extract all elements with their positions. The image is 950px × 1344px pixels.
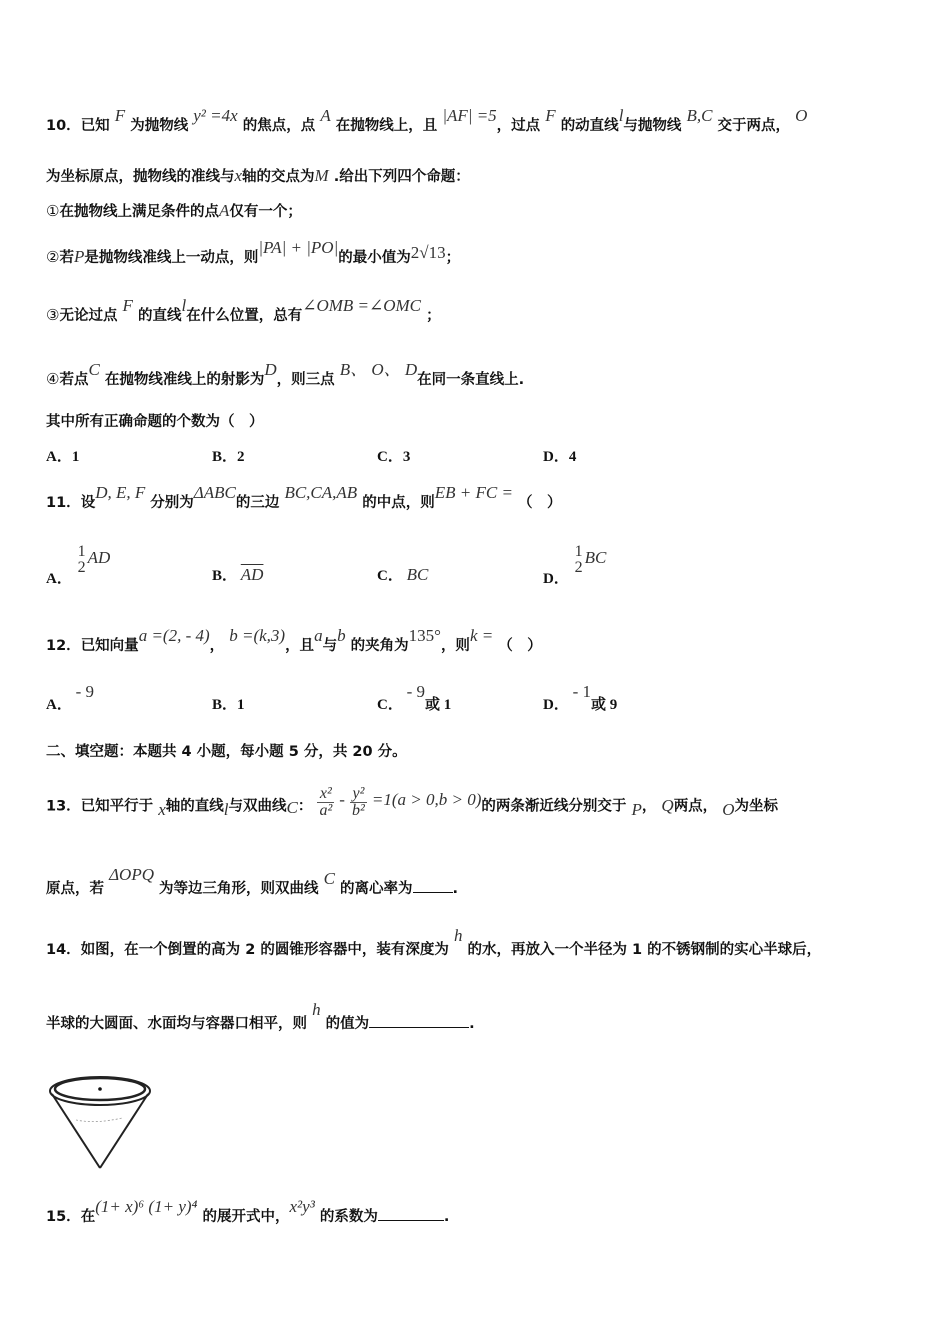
q12-stem: 12．已知向量a =(2, - 4)， b =(k,3)，且a与b 的夹角为135°，则k = （ ） bbox=[46, 626, 542, 654]
fraction-x2-a2: $\frac{\text{x²}}{\text{a²}}$ bbox=[319, 785, 333, 819]
q13-line2: 原点，若 ΔOPQ 为等边三角形，则双曲线 C 的离心率为 . bbox=[46, 865, 459, 897]
q10-line1: 10．已知 F 为抛物线 y² =4x 的焦点，点 A 在抛物线上，且 |AF| =5，过点 F 的动直线l与抛物线 B,C 交于两点， O bbox=[46, 106, 808, 134]
proposition-1: ①在抛物线上满足条件的点A仅有一个； bbox=[46, 201, 302, 220]
question-number: 14． bbox=[46, 942, 81, 958]
q10-line2: 为坐标原点，抛物线的准线与x轴的交点为M .给出下列四个命题： bbox=[46, 166, 470, 185]
q10-question: 其中所有正确命题的个数为（ ） bbox=[46, 414, 264, 430]
q10-option-a[interactable]: A．1 bbox=[46, 449, 80, 465]
cone-figure bbox=[46, 1072, 166, 1176]
q12-option-d[interactable]: D． - 1或 9 bbox=[543, 682, 618, 713]
q12-option-a[interactable]: A． - 9 bbox=[46, 682, 95, 713]
q13-line1: 13．已知平行于 x轴的直线l与双曲线C： $\frac{\text{x²}}{\text{a²}}$ - $\frac{\text{y²}}{\text{b²}}$ =1(a > 0,b > 0)的两条渐近线分别交于 P， Q两点， O为坐标 bbox=[46, 785, 779, 819]
question-number: 15． bbox=[46, 1209, 81, 1225]
section-title-fill-in: 二、填空题：本题共 4 小题，每小题 5 分，共 20 分。 bbox=[46, 744, 407, 760]
q15-stem: 15．在(1+ x)⁶ (1+ y)⁴ 的展开式中，x²y³ 的系数为 . bbox=[46, 1197, 450, 1225]
answer-blank[interactable] bbox=[369, 1013, 469, 1028]
q14-line1: 14．如图，在一个倒置的高为 2 的圆锥形容器中，装有深度为 h 的水，再放入一个半径为 1 的不锈钢制的实心半球后， bbox=[46, 926, 822, 958]
question-number: 13． bbox=[46, 798, 81, 815]
question-number: 12． bbox=[46, 638, 81, 654]
q12-option-b[interactable]: B．1 bbox=[212, 697, 245, 713]
q11-option-c[interactable]: C． BC bbox=[377, 565, 429, 584]
math-F: F bbox=[114, 106, 126, 125]
q10-option-c[interactable]: C．3 bbox=[377, 449, 411, 465]
inverted-cone-icon bbox=[46, 1072, 166, 1172]
math-af-eq: |AF| =5 bbox=[442, 106, 497, 125]
q11-option-b[interactable]: B． $\overline{AD}$ bbox=[212, 565, 264, 584]
proposition-3: ③无论过点 F 的直线l在什么位置，总有∠OMB =∠OMC ； bbox=[46, 296, 441, 324]
answer-blank[interactable] bbox=[413, 878, 453, 893]
proposition-4: ④若点C 在抛物线准线上的射影为D，则三点 B、 O、 D在同一条直线上. bbox=[46, 360, 525, 388]
q12-option-c[interactable]: C． - 9或 1 bbox=[377, 682, 452, 713]
q11-option-d[interactable]: D． 1 2 BC bbox=[543, 543, 607, 588]
proposition-2: ②若P是抛物线准线上一动点，则|PA| + |PO|的最小值为2√13； bbox=[46, 238, 461, 266]
answer-blank[interactable] bbox=[378, 1206, 444, 1221]
q10-option-d[interactable]: D．4 bbox=[543, 449, 577, 465]
q11-stem: 11．设D, E, F 分别为ΔABC的三边 BC,CA,AB 的中点，则EB + FC = （ ） bbox=[46, 483, 562, 511]
q14-line2: 半球的大圆面、水面均与容器口相平，则 h 的值为 . bbox=[46, 1000, 475, 1032]
question-number: 10． bbox=[46, 118, 81, 134]
q10-option-b[interactable]: B．2 bbox=[212, 449, 245, 465]
math-parabola-eq: y² =4x bbox=[193, 106, 238, 125]
question-number: 11． bbox=[46, 495, 81, 511]
fraction-y2-b2: $\frac{\text{y²}}{\text{b²}}$ bbox=[352, 785, 365, 819]
q11-option-a[interactable]: A． 1 2 AD bbox=[46, 543, 111, 588]
